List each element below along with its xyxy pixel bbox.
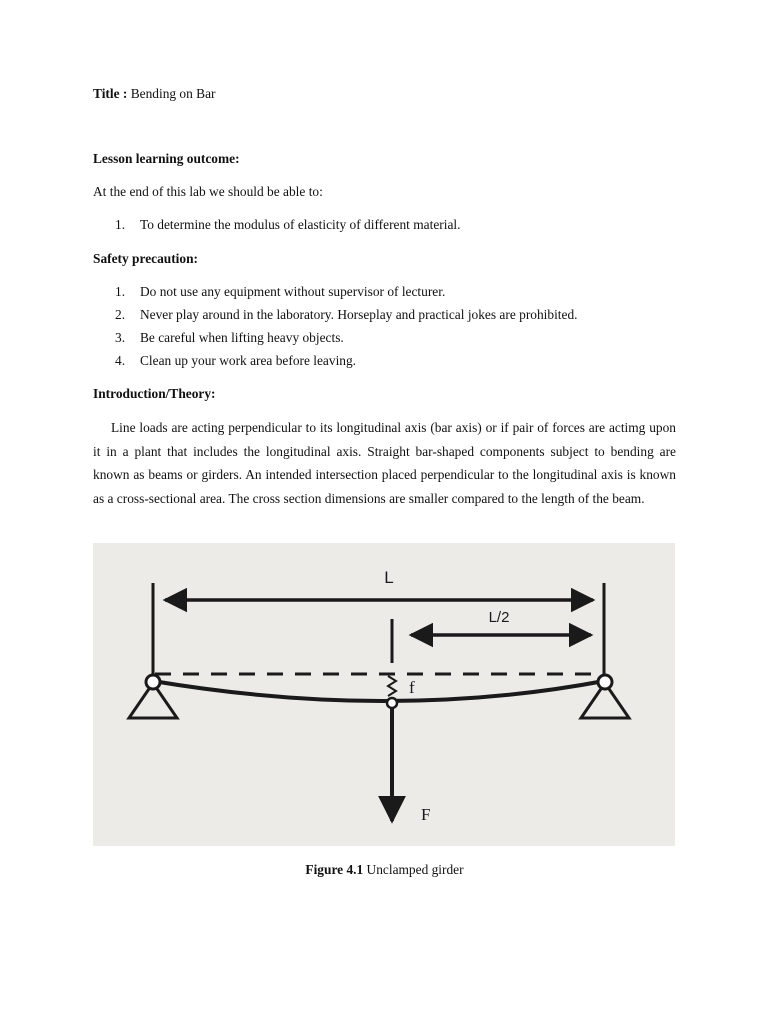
outcome-intro: At the end of this lab we should be able to: <box>93 184 323 199</box>
outcome-list <box>115 217 675 240</box>
beam-figure <box>93 543 675 846</box>
list-number: 1. <box>115 284 126 299</box>
deflection-marker <box>388 676 396 696</box>
list-item <box>115 217 675 240</box>
beam-diagram <box>93 543 675 846</box>
list-item <box>115 330 675 353</box>
outcome-heading: Lesson learning outcome: <box>93 151 240 166</box>
list-item <box>115 307 675 330</box>
span-label: L <box>384 568 394 587</box>
list-text: Clean up your work area before leaving. <box>140 353 357 368</box>
theory-heading: Introduction/Theory: <box>93 386 216 401</box>
list-item <box>115 353 675 376</box>
safety-heading: Safety precaution: <box>93 251 199 266</box>
list-number: 3. <box>115 330 126 345</box>
list-text: To determine the modulus of elasticity of different material. <box>140 217 461 232</box>
right-pin <box>598 675 612 689</box>
load-point <box>387 698 397 708</box>
half-span-label: L/2 <box>488 609 510 626</box>
list-text: Never play around in the laboratory. Horseplay and practical jokes are prohibited. <box>140 307 578 322</box>
title-text: Bending on Bar <box>130 86 216 101</box>
figure-caption <box>93 862 676 878</box>
list-text: Do not use any equipment without supervisor of lecturer. <box>140 284 446 299</box>
deflection-label: f <box>409 678 415 697</box>
list-text: Be careful when lifting heavy objects. <box>140 330 344 345</box>
list-number: 2. <box>115 307 126 322</box>
list-item <box>115 284 675 307</box>
figure-caption-label: Figure 4.1 <box>305 862 364 877</box>
title-line <box>93 86 676 102</box>
list-number: 4. <box>115 353 126 368</box>
left-pin <box>146 675 160 689</box>
figure-caption-text: Unclamped girder <box>366 862 464 877</box>
list-number: 1. <box>115 217 126 232</box>
deflected-beam <box>153 681 604 701</box>
safety-list <box>115 284 675 376</box>
title-label: Title : <box>93 86 128 101</box>
theory-paragraph: Line loads are acting perpendicular to its longitudinal axis (bar axis) or if pair of forces are actimg upon it in a plant that includes the longitudinal axis. Straight bar-shaped components subject to bending are known as beams or girders. An intended intersection placed perpendicular to the longitudinal axis is known as a cross-sectional area. The cross section dimensions are smaller compared to the length of the beam. <box>93 420 676 506</box>
force-label: F <box>421 805 431 824</box>
